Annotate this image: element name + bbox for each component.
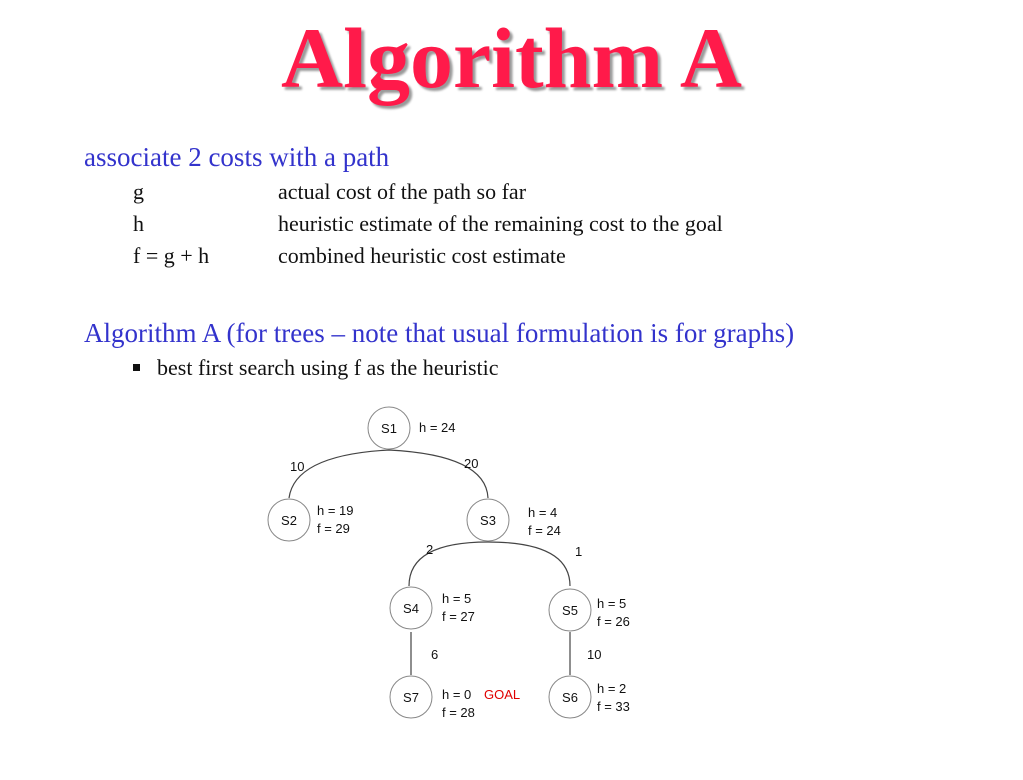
definition-term: h — [133, 211, 144, 236]
heading-algorithm: Algorithm A (for trees – note that usual formulation is for graphs) — [84, 318, 795, 348]
node-f-value: f = 26 — [597, 614, 630, 629]
node-label: S5 — [562, 603, 578, 618]
tree-node-s2 — [268, 499, 310, 541]
node-f-value: f = 28 — [442, 705, 475, 720]
bullet-text: best first search using f as the heuristic — [157, 355, 499, 380]
edge-cost-label: 20 — [464, 456, 479, 471]
edge-cost-label: 2 — [426, 542, 434, 557]
node-label: S7 — [403, 690, 419, 705]
node-h-value: h = 5 — [597, 596, 627, 611]
node-f-value: f = 33 — [597, 699, 630, 714]
goal-tag: GOAL — [484, 687, 521, 702]
edge-cost-label: 10 — [290, 459, 305, 474]
tree-node-s4 — [390, 587, 432, 629]
node-h-value: h = 4 — [528, 505, 558, 520]
definition-description: actual cost of the path so far — [278, 179, 527, 204]
tree-node-s6 — [549, 676, 591, 718]
node-h-value: h = 2 — [597, 681, 627, 696]
tree-node-s5 — [549, 589, 591, 631]
node-h-value: h = 24 — [419, 420, 456, 435]
tree-node-s3 — [467, 499, 509, 541]
edge-cost-label: 6 — [431, 647, 439, 662]
node-h-value: h = 5 — [442, 591, 472, 606]
edge-cost-label: 1 — [575, 544, 583, 559]
node-label: S6 — [562, 690, 578, 705]
node-label: S4 — [403, 601, 419, 616]
definition-term: f = g + h — [133, 243, 210, 268]
tree-node-s1 — [368, 407, 410, 449]
definition-term: g — [133, 179, 144, 204]
node-h-value: h = 0 — [442, 687, 472, 702]
node-f-value: f = 27 — [442, 609, 475, 624]
edge-cost-label: 10 — [587, 647, 602, 662]
definition-description: heuristic estimate of the remaining cost to the goal — [278, 211, 723, 236]
heading-costs: associate 2 costs with a path — [84, 142, 390, 172]
node-label: S2 — [281, 513, 297, 528]
definition-description: combined heuristic cost estimate — [278, 243, 566, 268]
node-f-value: f = 24 — [528, 523, 561, 538]
tree-node-s7 — [390, 676, 432, 718]
node-f-value: f = 29 — [317, 521, 350, 536]
slide-title: Algorithm A — [280, 10, 743, 106]
node-h-value: h = 19 — [317, 503, 354, 518]
node-label: S1 — [381, 421, 397, 436]
node-label: S3 — [480, 513, 496, 528]
edge-s1-children — [289, 450, 488, 498]
